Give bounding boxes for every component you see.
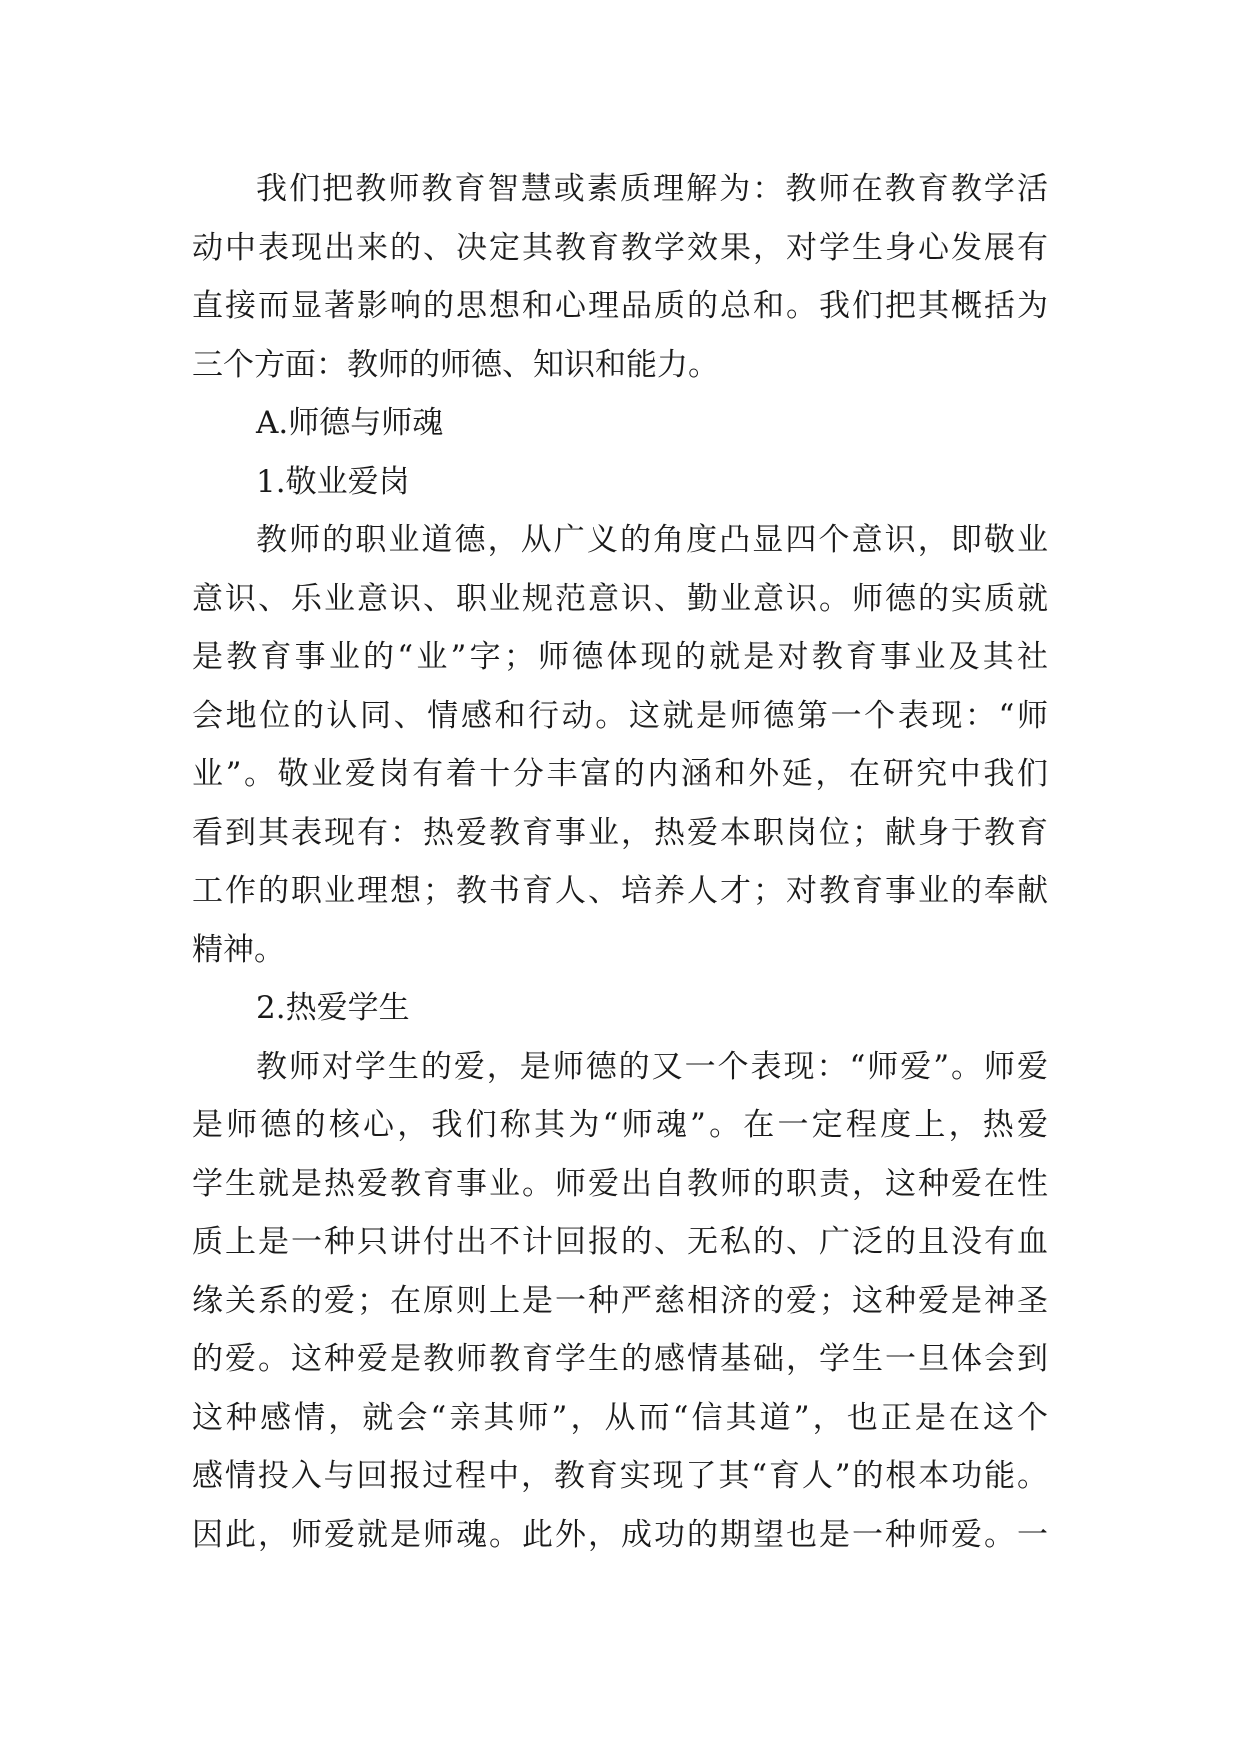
paragraph-2-line: 会地位的认同、情感和行动。这就是师德第一个表现：“师: [192, 697, 1048, 734]
paragraph-2-line: 精神。: [192, 931, 285, 968]
paragraph-3-line: 缘关系的爱；在原则上是一种严慈相济的爱；这种爱是神圣: [192, 1282, 1048, 1319]
paragraph-1-line: 动中表现出来的、决定其教育教学效果，对学生身心发展有: [192, 229, 1048, 266]
subsection-1-heading: 1.敬业爱岗: [256, 463, 410, 500]
paragraph-3-line: 质上是一种只讲付出不计回报的、无私的、广泛的且没有血: [192, 1224, 1048, 1260]
paragraph-2-line: 是教育事业的“业”字；师德体现的就是对教育事业及其社: [192, 639, 1048, 675]
paragraph-3-line: 是师德的核心，我们称其为“师魂”。在一定程度上，热爱: [192, 1107, 1048, 1143]
paragraph-3-line: 因此，师爱就是师魂。此外，成功的期望也是一种师爱。一: [192, 1516, 1048, 1553]
paragraph-2-line: 看到其表现有：热爱教育事业，热爱本职岗位；献身于教育: [192, 814, 1048, 851]
paragraph-3-line: 这种感情，就会“亲其师”，从而“信其道”，也正是在这个: [192, 1399, 1048, 1436]
paragraph-3-line: 的爱。这种爱是教师教育学生的感情基础，学生一旦体会到: [192, 1341, 1048, 1377]
paragraph-2-line: 意识、乐业意识、职业规范意识、勤业意识。师德的实质就: [192, 580, 1048, 617]
section-a-heading: A.师德与师魂: [256, 405, 444, 441]
paragraph-1-line: 三个方面：教师的师德、知识和能力。: [192, 346, 719, 383]
paragraph-2-line: 工作的职业理想；教书育人、培养人才；对教育事业的奉献: [192, 873, 1048, 909]
paragraph-3-line: 教师对学生的爱，是师德的又一个表现：“师爱”。师爱: [256, 1048, 1048, 1085]
paragraph-2-line: 业”。敬业爱岗有着十分丰富的内涵和外延，在研究中我们: [192, 756, 1048, 792]
subsection-2-heading: 2.热爱学生: [256, 990, 410, 1026]
paragraph-3-line: 学生就是热爱教育事业。师爱出自教师的职责，这种爱在性: [192, 1165, 1048, 1202]
paragraph-3-line: 感情投入与回报过程中，教育实现了其“育人”的根本功能。: [192, 1458, 1048, 1494]
paragraph-2-line: 教师的职业道德，从广义的角度凸显四个意识，即敬业: [256, 522, 1048, 558]
document-page: [192, 160, 1048, 1564]
paragraph-1-line: 直接而显著影响的思想和心理品质的总和。我们把其概括为: [192, 288, 1048, 324]
paragraph-1-line: 我们把教师教育智慧或素质理解为：教师在教育教学活: [256, 171, 1048, 207]
